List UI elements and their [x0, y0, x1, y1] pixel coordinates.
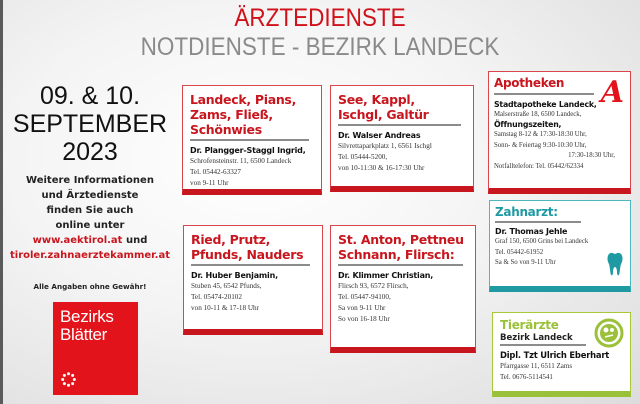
hours-label: Öffnungszeiten, [494, 120, 562, 130]
link-aektirol[interactable]: www.aektirol.at [32, 235, 123, 246]
doctor-name: Dr. Thomas Jehle [495, 227, 568, 236]
doctor-name: Dr. Huber Benjamin, [191, 271, 278, 280]
section-title: Tierärzte [500, 318, 559, 332]
service-box-zahnarzt [489, 200, 631, 292]
region-title: St. Anton, Pettneu Schnann, Flirsch: [338, 232, 464, 262]
frame-border [0, 0, 3, 404]
service-box-tieraerzte [492, 312, 631, 397]
phone: Tel. 05474-20102 [191, 293, 242, 301]
address: Graf 150, 6500 Grins bei Landeck [495, 238, 589, 245]
date-day: 09. & 10. [39, 82, 141, 110]
section-subtitle: Bezirk Landeck [500, 333, 573, 343]
doctor-name: Dr. Walser Andreas [338, 131, 421, 140]
divider [500, 344, 586, 346]
divider [191, 264, 310, 266]
divider [338, 264, 463, 266]
hours-sunday-afternoon: 17:30-18:30 Uhr, [568, 152, 615, 160]
address: Stuben 45, 6542 Pfunds, [191, 282, 262, 290]
service-box-apotheken [488, 71, 631, 194]
hours-saturday: Samstag 8-12 & 17:30-18:30 Uhr, [494, 131, 587, 139]
service-box-landeck [182, 85, 322, 195]
section-title: Zahnarzt: [495, 205, 558, 219]
divider [338, 124, 461, 126]
disclaimer: Alle Angaben ohne Gewähr! [33, 282, 147, 291]
divider [494, 93, 594, 95]
doctor-name: Dipl. Tzt Ulrich Eberhart [500, 350, 610, 360]
divider [190, 139, 309, 141]
star-ring-icon [61, 372, 76, 387]
link-joiner: und [122, 235, 148, 246]
service-box-ried [183, 225, 323, 335]
pharmacy-name: Stadtapotheke Landeck, [494, 100, 597, 109]
doctor-name: Dr. Klimmer Christian, [338, 271, 434, 280]
hours: von 9-11 Uhr [190, 179, 229, 187]
info-line: und Ärztedienste [41, 190, 139, 201]
address: Malserstraße 18, 6500 Landeck, [494, 111, 582, 118]
service-box-st-anton [330, 225, 476, 353]
info-line: online unter [55, 220, 125, 231]
address: Pfarrgasse 11, 6511 Zams [500, 362, 573, 370]
phone: Tel. 05442-63327 [190, 168, 241, 176]
animal-paw-icon [593, 317, 625, 349]
hours-sunday: So von 16-18 Uhr [338, 315, 390, 323]
address: Flirsch 93, 6572 Flirsch, [338, 282, 409, 290]
info-line: finden Sie auch [46, 205, 134, 216]
divider [495, 221, 581, 223]
link-zahnaerztekammer[interactable]: tiroler.zahnaerztekammer.at [9, 250, 171, 261]
section-title: Apotheken [494, 76, 565, 90]
service-box-see [330, 85, 474, 192]
page-subtitle: NOTDIENSTE - BEZIRK LANDECK [140, 33, 500, 61]
date-info-column [4, 82, 176, 263]
date-year: 2023 [62, 138, 118, 166]
hours-saturday: Sa von 9-11 Uhr [338, 304, 386, 312]
apotheke-a-icon: A [600, 75, 624, 110]
address: Silvrettaparkplatz 1, 6561 Ischgl [338, 142, 432, 150]
hours: von 10-11 & 17-18 Uhr [191, 304, 260, 312]
tooth-icon [607, 252, 623, 276]
phone: Tel. 05444-5200, [338, 153, 388, 161]
bezirksblaetter-logo [53, 302, 138, 395]
emergency-phone: Notfalltelefon: Tel. 05442/62334 [494, 162, 584, 170]
logo-text: Bezirks [60, 307, 114, 326]
date-month: SEPTEMBER [12, 110, 168, 138]
page-title: ÄRZTEDIENSTE [234, 4, 406, 32]
hours: Sa & So von 9-11 Uhr [495, 259, 556, 266]
region-title: See, Kappl, Ischgl, Galtür [338, 92, 429, 122]
doctor-name: Dr. Plangger-Staggl Ingrid, [190, 146, 306, 155]
hours: von 10-11:30 & 16-17:30 Uhr [338, 164, 425, 172]
phone: Tel. 05442-61952 [495, 248, 544, 256]
logo-text: Blätter [60, 325, 108, 344]
phone: Tel. 0676-5114541 [500, 372, 553, 381]
region-title: Landeck, Pians, Zams, Fließ, Schönwies [190, 92, 297, 137]
region-title: Ried, Prutz, Pfunds, Nauders [191, 232, 304, 262]
info-line: Weitere Informationen [26, 175, 154, 186]
phone: Tel. 05447-94100, [338, 293, 391, 301]
hours-sunday: Sonn- & Feiertag 9:30-10:30 Uhr, [494, 141, 587, 149]
info-text [4, 173, 176, 263]
address: Schrofensteinstr. 11, 6500 Landeck [190, 157, 292, 165]
